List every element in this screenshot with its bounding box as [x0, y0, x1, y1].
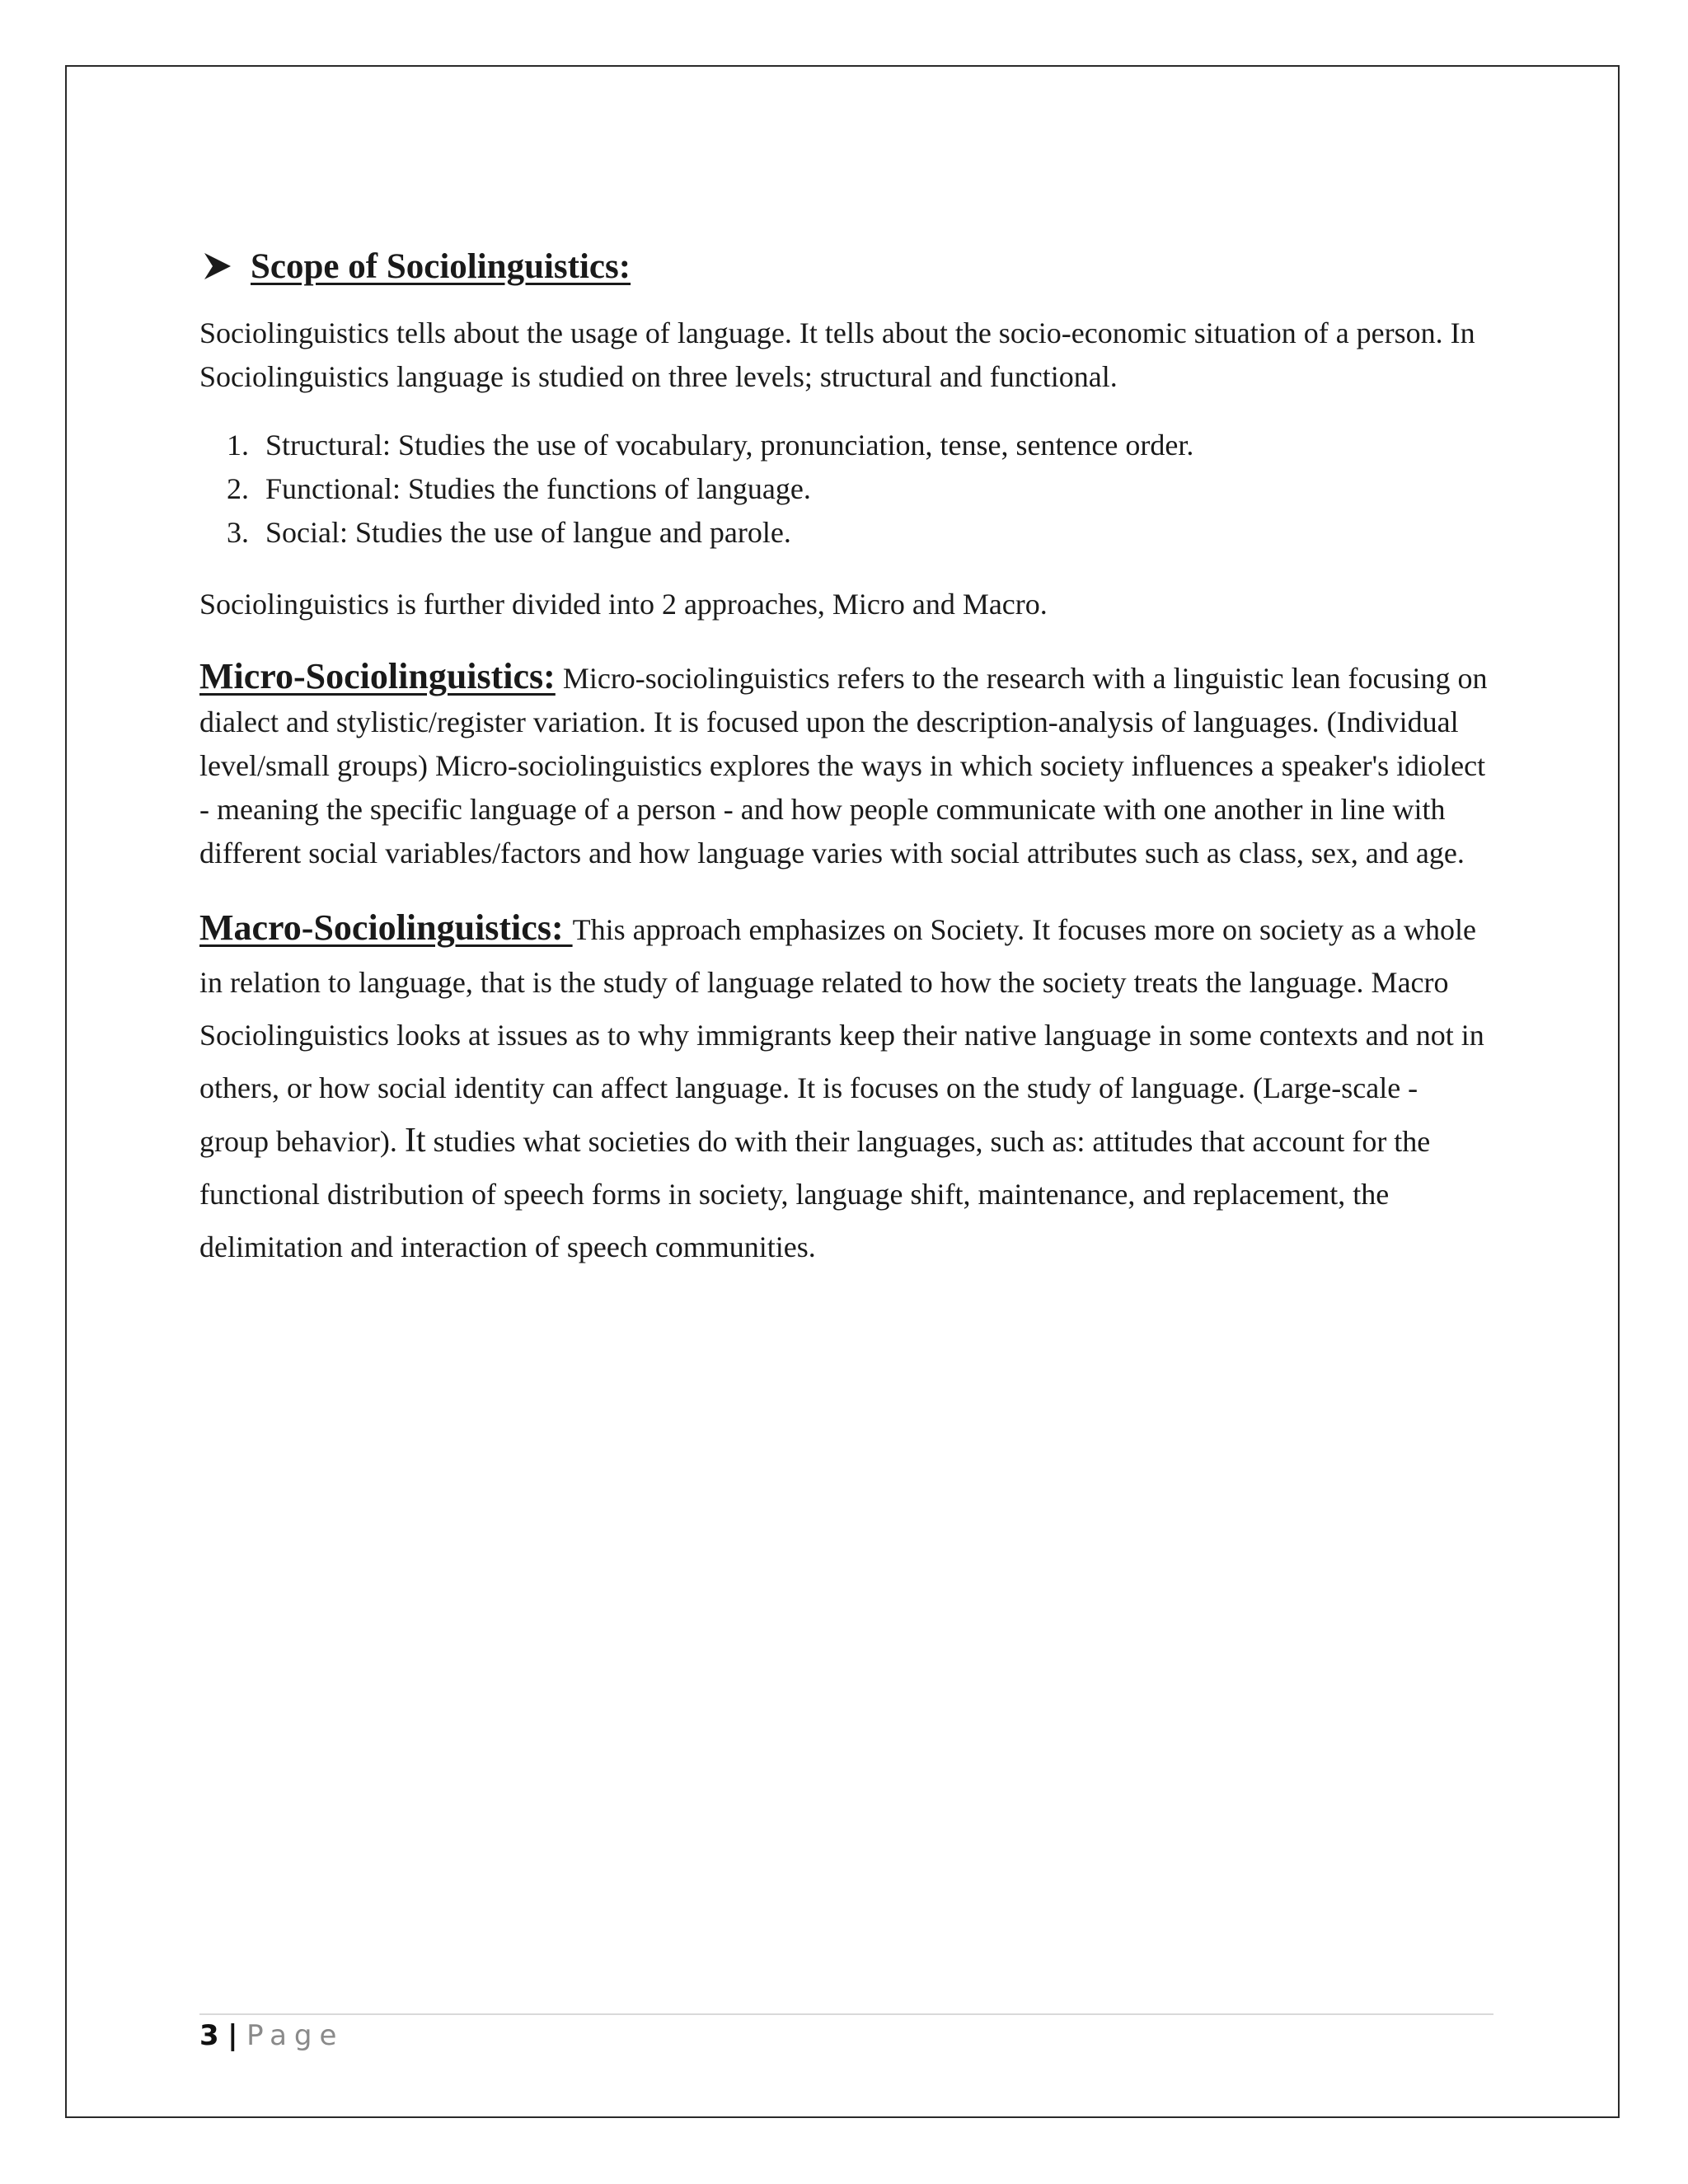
footer-rule [199, 2013, 1493, 2015]
approaches-paragraph: Sociolinguistics is further divided into 2 approaches, Micro and Macro. [199, 588, 1048, 621]
page-label: Page [246, 2019, 345, 2052]
list-item [199, 467, 1493, 511]
macro-sociolinguistics-paragraph [199, 902, 1493, 1273]
macro-it-word: It [404, 1122, 426, 1160]
list-item-text: Structural: Studies the use of vocabulary, pronunciation, tense, sentence order. [265, 429, 1194, 462]
intro-paragraph: Sociolinguistics tells about the usage of language. It tells about the socio-economic situation of a person. In Sociolinguistics language is studied on three levels; structural and functional. [199, 316, 1475, 393]
page-footer [199, 2018, 344, 2054]
micro-label: Micro-Sociolinguistics: [199, 656, 556, 696]
list-number: 2. [227, 472, 249, 505]
list-number: 1. [227, 429, 249, 462]
section-title: Scope of Sociolinguistics: [251, 246, 631, 286]
list-item [199, 424, 1493, 467]
list-number: 3. [227, 516, 249, 549]
footer-separator: | [227, 2019, 239, 2052]
list-item-text: Social: Studies the use of langue and parole. [265, 516, 791, 549]
levels-list [199, 424, 1493, 555]
list-item [199, 511, 1493, 555]
section-heading [199, 237, 1493, 295]
list-item-text: Functional: Studies the functions of language. [265, 472, 811, 505]
micro-sociolinguistics-paragraph [199, 654, 1493, 875]
micro-text: Micro-sociolinguistics refers to the research with a linguistic lean focusing on dialect and stylistic/register variation. It is focused upon the description-analysis of languages. (Individual level/small groups) Micro-sociolinguistics explores the ways in which society influences a speaker's idiolect - meaning the specific language of a person - and how people communicate with one another in line with different social variables/factors and how language varies with social attributes such as class, sex, and age. [199, 662, 1488, 869]
page-number: 3 [199, 2019, 220, 2052]
macro-text-part-1: This approach emphasizes on Society. It focuses more on society as a whole in relation to language, that is the study of language related to how the society treats the language. Macro Sociolinguistics looks at issues as to why immigrants keep their native language in some contexts and not in others, or how social identity can affect language. It is focuses on the study of language. (Large-scale - group behavior). [199, 913, 1484, 1158]
page-content [199, 237, 1493, 1273]
macro-label: Macro-Sociolinguistics: [199, 907, 573, 948]
arrow-bullet-icon [201, 250, 234, 283]
macro-text-part-2: studies what societies do with their languages, such as: attitudes that account for the functional distribution of speech forms in society, language shift, maintenance, and replacement, the delimitation and interaction of speech communities. [199, 1125, 1431, 1263]
